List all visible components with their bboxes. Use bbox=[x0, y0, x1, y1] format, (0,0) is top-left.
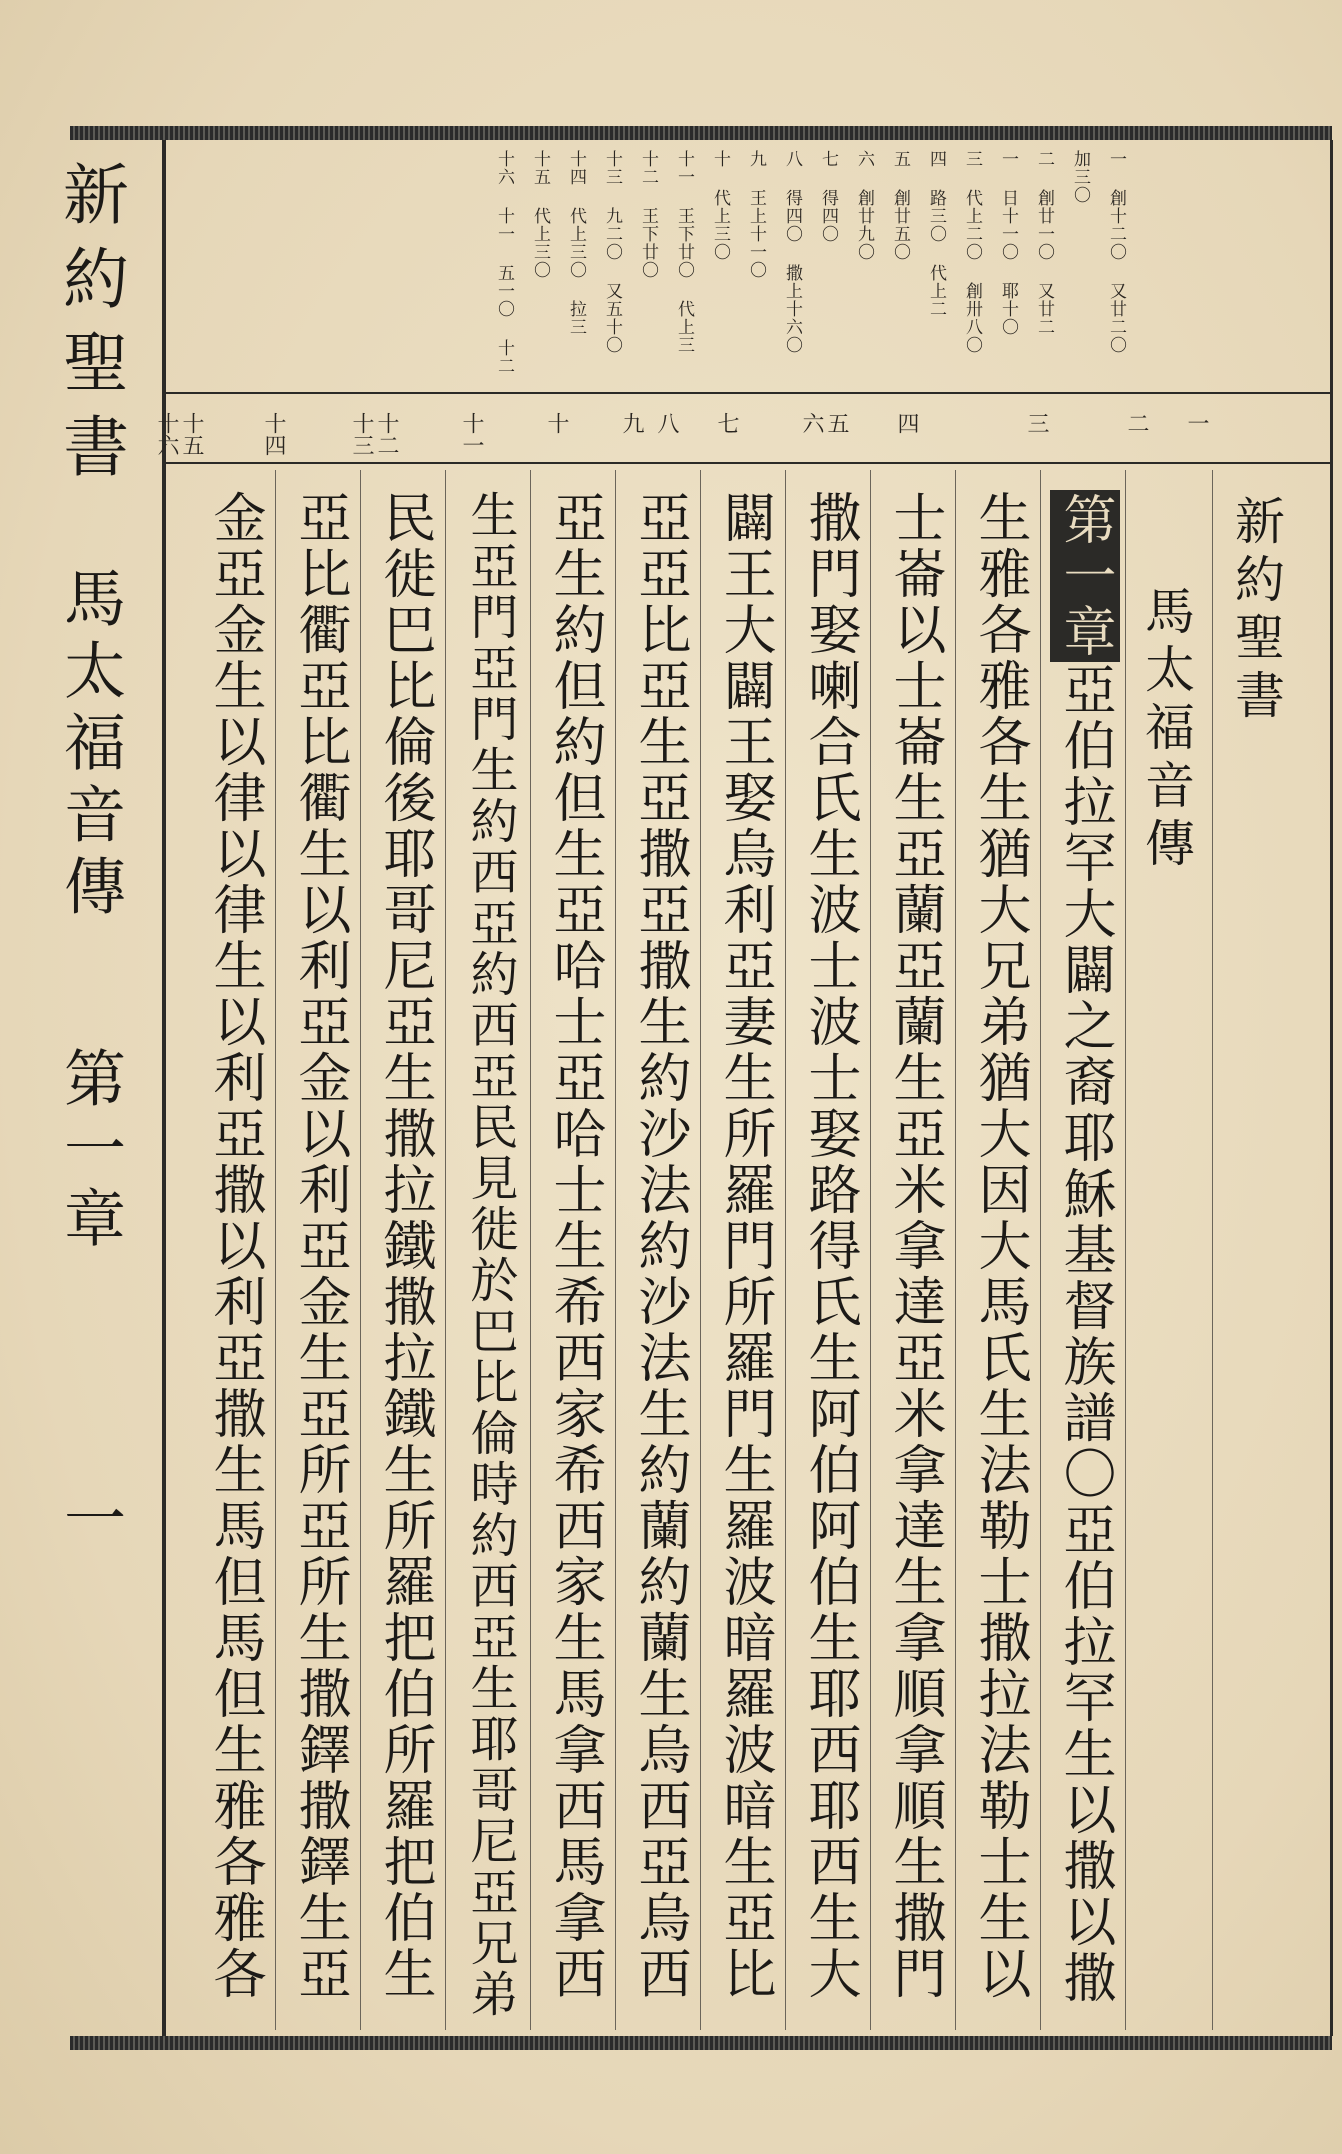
verse-number: 一 bbox=[1184, 412, 1209, 434]
text-column-4: 撒門娶喇合氏生波士波士娶路得氏生阿伯阿伯生耶西耶西生大 bbox=[800, 490, 861, 2002]
verse-number: 十一 bbox=[459, 412, 484, 456]
column-rule bbox=[530, 470, 531, 2030]
note: 五 創廿五〇 bbox=[890, 150, 910, 261]
running-title-gospel: 馬太福音傳 bbox=[53, 566, 127, 926]
verse-number: 七 bbox=[714, 412, 739, 434]
column-rule bbox=[1212, 470, 1213, 2030]
verse-number: 五 bbox=[824, 412, 849, 434]
note: 十四 代上三〇 拉三 bbox=[566, 150, 586, 336]
note: 八 得四〇 撒上十六〇 bbox=[782, 150, 802, 354]
column-rule bbox=[700, 470, 701, 2030]
verse-number: 十二 bbox=[374, 412, 399, 456]
page-title: 新約聖書 bbox=[1227, 495, 1285, 727]
verse-number: 六 bbox=[799, 412, 824, 434]
note: 十二 王下廿〇 bbox=[638, 150, 658, 279]
frame-top-border bbox=[70, 126, 1332, 140]
column-rule bbox=[445, 470, 446, 2030]
notes-divider bbox=[166, 392, 1330, 394]
note: 七 得四〇 bbox=[818, 150, 838, 243]
column-rule bbox=[360, 470, 361, 2030]
verse-number: 四 bbox=[894, 412, 919, 434]
verse-number: 十六 bbox=[154, 412, 179, 456]
note: 十 代上三〇 bbox=[710, 150, 730, 261]
text-column-5: 闢王大闢王娶烏利亞妻生所羅門所羅門生羅波暗羅波暗生亞比 bbox=[715, 490, 776, 2002]
verse-number: 十 bbox=[544, 412, 569, 434]
page-number: 一 bbox=[53, 1486, 127, 1548]
verse-number: 八 bbox=[654, 412, 679, 434]
cross-reference-notes bbox=[355, 150, 1125, 386]
column-rule bbox=[1125, 470, 1126, 2030]
note: 十六 十一 五一〇 十二 bbox=[494, 150, 514, 375]
running-title-book: 新約聖書 bbox=[51, 160, 129, 496]
text-column-11: 金亞金生以律以律生以利亞撒以利亞撒生馬但馬但生雅各雅各 bbox=[205, 490, 266, 2002]
text-column-3: 士崙以士崙生亞蘭亞蘭生亞米拿達亞米拿達生拿順拿順生撒門 bbox=[885, 490, 946, 2002]
column-rule bbox=[955, 470, 956, 2030]
note: 十五 代上三〇 bbox=[530, 150, 550, 279]
note: 四 路三〇 代上二 bbox=[926, 150, 946, 318]
note: 六 創廿九〇 bbox=[854, 150, 874, 261]
verse-number: 三 bbox=[1024, 412, 1049, 434]
note: 一 日十一〇 耶十〇 bbox=[998, 150, 1018, 336]
text-column-6: 亞亞比亞生亞撒亞撒生約沙法約沙法生約蘭約蘭生烏西亞烏西 bbox=[630, 490, 691, 2002]
verse-number-row bbox=[150, 406, 1330, 456]
verse-number-divider bbox=[166, 462, 1330, 464]
note: 加三〇 bbox=[1070, 150, 1090, 204]
running-title-chapter: 第一章 bbox=[53, 1046, 127, 1256]
text-column-2: 生雅各雅各生猶大兄弟猶大因大馬氏生法勒士撒拉法勒士生以 bbox=[970, 490, 1031, 2002]
running-title bbox=[40, 160, 140, 2020]
text-column-7: 亞生約但約但生亞哈士亞哈士生希西家希西家生馬拿西馬拿西 bbox=[545, 490, 606, 2002]
chapter-mark: 第一章 bbox=[1050, 490, 1120, 662]
note: 二 創廿一〇 又廿二 bbox=[1034, 150, 1054, 336]
note: 十一 王下廿〇 代上三 bbox=[674, 150, 694, 354]
verse-number: 九 bbox=[619, 412, 644, 434]
text-column-1 bbox=[1050, 490, 1120, 2006]
verse-number: 二 bbox=[1124, 412, 1149, 434]
text-column-9: 民徙巴比倫後耶哥尼亞生撒拉鐵撒拉鐵生所羅把伯所羅把伯生 bbox=[375, 490, 436, 2002]
book-title: 馬太福音傳 bbox=[1137, 585, 1195, 875]
column-rule bbox=[275, 470, 276, 2030]
column-rule bbox=[1040, 470, 1041, 2030]
verse-number: 十五 bbox=[179, 412, 204, 456]
note: 三 代上二〇 創卅八〇 bbox=[962, 150, 982, 354]
frame-right-border bbox=[1330, 140, 1333, 2036]
column-rule bbox=[870, 470, 871, 2030]
text-column-1-body: 亞伯拉罕大闢之裔耶穌基督族譜〇亞伯拉罕生以撒以撒 bbox=[1055, 662, 1116, 2006]
frame-bottom-border bbox=[70, 2036, 1332, 2050]
verse-number: 十四 bbox=[261, 412, 286, 456]
note: 一 創十二〇 又廿二〇 bbox=[1106, 150, 1126, 354]
verse-number: 十三 bbox=[349, 412, 374, 456]
column-rule bbox=[615, 470, 616, 2030]
text-column-8: 生亞門亞門生約西亞約西亞民見徙於巴比倫時約西亞生耶哥尼亞兄弟 bbox=[462, 490, 518, 2020]
column-rule bbox=[785, 470, 786, 2030]
note: 九 王上十一〇 bbox=[746, 150, 766, 279]
text-column-10: 亞比衢亞比衢生以利亞金以利亞金生亞所亞所生撒鐸撒鐸生亞 bbox=[290, 490, 351, 2002]
note: 十三 九二〇 又五十〇 bbox=[602, 150, 622, 354]
